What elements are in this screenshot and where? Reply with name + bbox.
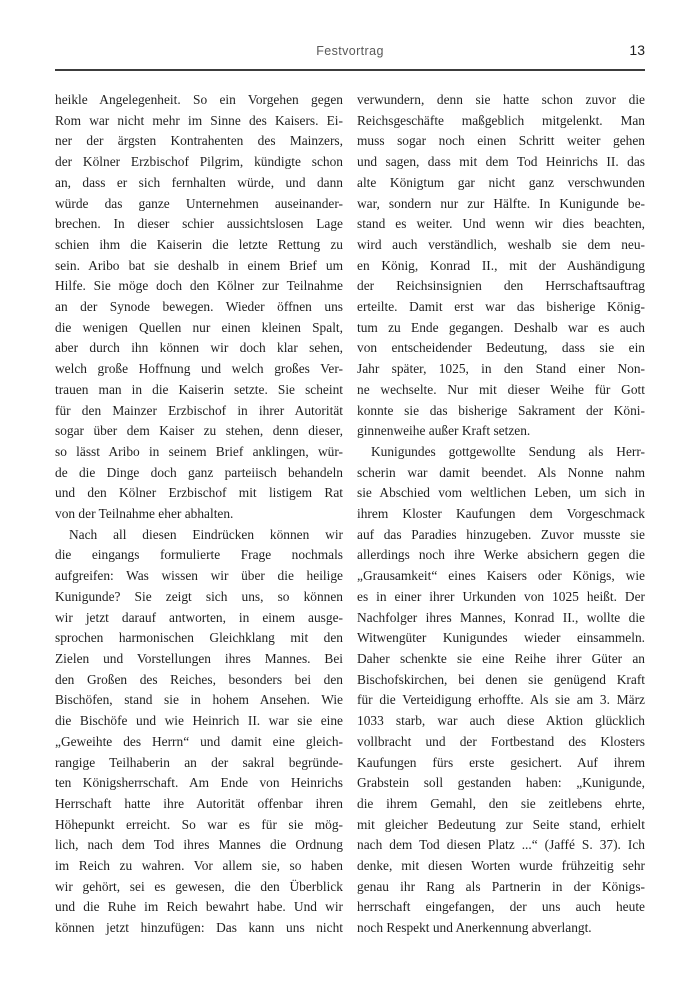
text-line: scherin war damit beendet. Als Nonne nahm <box>357 464 645 480</box>
text-line: an, dass er sich fernhalten würde, und dann <box>55 174 343 190</box>
text-line: de die Dinge doch ganz parteiisch behandeln <box>55 464 343 480</box>
page-number: 13 <box>629 42 645 58</box>
text-line: war, sondern nur zur Hälfte. In Kunigunde be- <box>357 195 645 211</box>
text-columns <box>55 90 645 939</box>
text-line: auf das Paradies hinzugeben. Zuvor musste sie <box>357 526 645 542</box>
text-line: 1033 starb, war auch diese Aktion glücklich <box>357 713 645 729</box>
column-right <box>357 90 645 939</box>
text-line: denke, mit diesen Worten wurde frühzeitig sehr <box>357 858 645 874</box>
text-line: den Großen des Reiches, besonders bei den <box>55 671 343 687</box>
text-line: die Bischöfe und wie Heinrich II. war sie eine <box>55 713 343 729</box>
text-line: ginnenweihe außer Kraft setzen. <box>357 423 531 439</box>
text-line: ne wechselte. Nur mit dieser Weihe für Gott <box>357 381 645 397</box>
text-line: „Geweihte des Herrn“ und damit eine gleich- <box>55 733 343 749</box>
text-line: es in einer ihrer Urkunden von 1025 heißt. Der <box>357 588 645 604</box>
text-line: Rom war nicht mehr im Sinne des Kaisers. Ei- <box>55 112 343 128</box>
text-line: alte Königtum gar nicht ganz verschwunden <box>357 174 645 190</box>
text-line: wir jetzt darauf antworten, in einem ausge- <box>55 609 343 625</box>
text-line: Höhepunkt erreicht. So war es für sie mög- <box>55 816 343 832</box>
text-line: sprochen harmonischen Gleichklang mit den <box>55 630 343 646</box>
text-line: die ihrem Gemahl, den sie zeitlebens ehrte, <box>357 795 645 811</box>
text-line: sogar über dem Kaiser zu stehen, denn dieser, <box>55 423 343 439</box>
text-line: für die Verteidigung erhoffte. Als sie am 3. März <box>357 692 645 708</box>
text-line: Kunigunde? Sie zeigt sich uns, so können <box>55 588 343 604</box>
text-line: im Reich zu wahren. Vor allem sie, so haben <box>55 858 343 874</box>
text-line: welch große Hoffnung und welch großes Ver- <box>55 361 343 377</box>
text-line: heikle Angelegenheit. So ein Vorgehen gegen <box>55 92 343 107</box>
text-line: von der Teilnahme eher abhalten. <box>55 506 234 522</box>
text-line: so lässt Aribo in seinem Brief anklingen, wür- <box>55 443 343 459</box>
text-line: können jetzt hinzufügen: Das kann uns nicht <box>55 920 343 936</box>
text-line: die eingangs formulierte Frage nochmals <box>55 547 343 563</box>
text-line: schien ihm die Kaiserin die letzte Rettung zu <box>55 236 343 252</box>
running-head-title: Festvortrag <box>316 44 384 58</box>
text-line: Nachfolger ihres Mannes, Konrad II., wollte die <box>357 609 645 625</box>
text-line: vollbracht und der Fortbestand des Klosters <box>357 733 645 749</box>
text-line: ihrem Kloster Kaufungen dem Vorgeschmack <box>357 506 645 522</box>
text-line: wird auch verständlich, weshalb sie dem neu- <box>357 236 645 252</box>
text-line: für den Mainzer Erzbischof in ihrer Autorität <box>55 402 343 418</box>
text-line: nach dem Tod diesen Platz ...“ (Jaffé S. 37). Ich <box>357 837 645 853</box>
text-line: würde das ganze Unternehmen auseinander- <box>55 195 343 211</box>
text-line: allerdings noch ihre Werke absichern gegen die <box>357 547 645 563</box>
text-line: der Kölner Erzbischof Pilgrim, kündigte schon <box>55 154 343 170</box>
text-line: „Grausamkeit“ eines Kaisers oder Königs, wie <box>357 568 645 584</box>
text-line: genau ihr Rang als Partnerin in der Königs- <box>357 878 645 894</box>
text-line: Jahr später, 1025, in den Stand einer Non- <box>357 361 645 377</box>
text-line: sie Abschied vom weltlichen Leben, um sich in <box>357 485 645 501</box>
text-line: Herrschaft hatte ihre Autorität offenbar ihren <box>55 795 343 811</box>
text-line: Bischöfen, stand sie in hohem Ansehen. Wie <box>55 692 343 708</box>
text-line: Bischofskirchen, bei denen sie genügend Kraft <box>357 671 645 687</box>
text-line: aber durch ihn können wir doch klar sehen, <box>55 340 343 356</box>
text-line: und den Kölner Erzbischof mit listigem Rat <box>55 485 343 501</box>
text-line: von entscheidender Bedeutung, dass sie ein <box>357 340 645 356</box>
text-line: sein. Aribo bat sie deshalb in einem Brief um <box>55 257 343 273</box>
text-line: der Reichsinsignien den Herrschaftsauftrag <box>357 278 645 294</box>
text-line: ten Königsherrschaft. Am Ende von Heinrichs <box>55 775 343 791</box>
text-line: erteilte. Damit erst war das bisherige König- <box>357 299 645 315</box>
text-line: herrschaft eingefangen, der uns auch heute <box>357 899 645 915</box>
text-line: lich, nach dem Tod ihres Mannes die Ordnung <box>55 837 343 853</box>
page-header <box>55 0 645 60</box>
text-line: trauen man in die Kaiserin setzte. Sie scheint <box>55 381 343 397</box>
text-line: und die Ruhe im Reich bewahrt habe. Und wir <box>55 899 343 915</box>
text-line: Kaufungen fürs erste gesichert. Auf ihrem <box>357 754 645 770</box>
text-line: mit gleicher Bedeutung zur Seite stand, erhielt <box>357 816 645 832</box>
text-line: wir gehört, sei es gewesen, die den Überblick <box>55 878 343 894</box>
text-line: rangige Teilhaberin an der sakral begründe- <box>55 754 343 770</box>
text-line: noch Respekt und Anerkennung abverlangt. <box>357 920 592 936</box>
text-line: Grabstein soll gestanden haben: „Kunigunde, <box>357 775 645 791</box>
text-line: Hilfe. Sie möge doch den Kölner zur Teilnahme <box>55 278 343 294</box>
column-left <box>55 90 343 939</box>
text-line: aufgreifen: Was wissen wir über die heilige <box>55 568 343 584</box>
text-line: Zielen und Vorstellungen ihres Mannes. Bei <box>55 650 343 666</box>
text-line: tum zu Ende gegangen. Deshalb war es auch <box>357 319 645 335</box>
text-line: Nach all diesen Eindrücken können wir <box>69 526 343 542</box>
text-line: und sagen, dass mit dem Tod Heinrichs II. das <box>357 154 645 170</box>
text-line: Daher schenkte sie eine Reihe ihrer Güter an <box>357 650 645 666</box>
text-line: en König, Konrad II., mit der Aushändigung <box>357 257 645 273</box>
text-line: Reichsgeschäfte maßgeblich mitgelenkt. Man <box>357 112 645 128</box>
text-line: muss sogar noch einen Schritt weiter gehen <box>357 133 645 149</box>
text-line: an der Synode bewegen. Wieder öffnen uns <box>55 299 343 315</box>
text-line: die wenigen Quellen nur einen kleinen Spalt, <box>55 319 343 335</box>
text-line: brechen. In dieser schier aussichtslosen Lage <box>55 216 343 232</box>
text-line: verwundern, denn sie hatte schon zuvor die <box>357 92 645 107</box>
text-line: stand es weiter. Und wenn wir dies beachten, <box>357 216 645 232</box>
header-rule <box>55 69 645 71</box>
text-line: Witwengüter Kunigundes wieder einsammeln. <box>357 630 645 646</box>
text-line: konnte sie das bisherige Sakrament der Köni- <box>357 402 645 418</box>
text-line: Kunigundes gottgewollte Sendung als Herr- <box>371 443 645 459</box>
text-line: ner der ärgsten Kontrahenten des Mainzers, <box>55 133 343 149</box>
